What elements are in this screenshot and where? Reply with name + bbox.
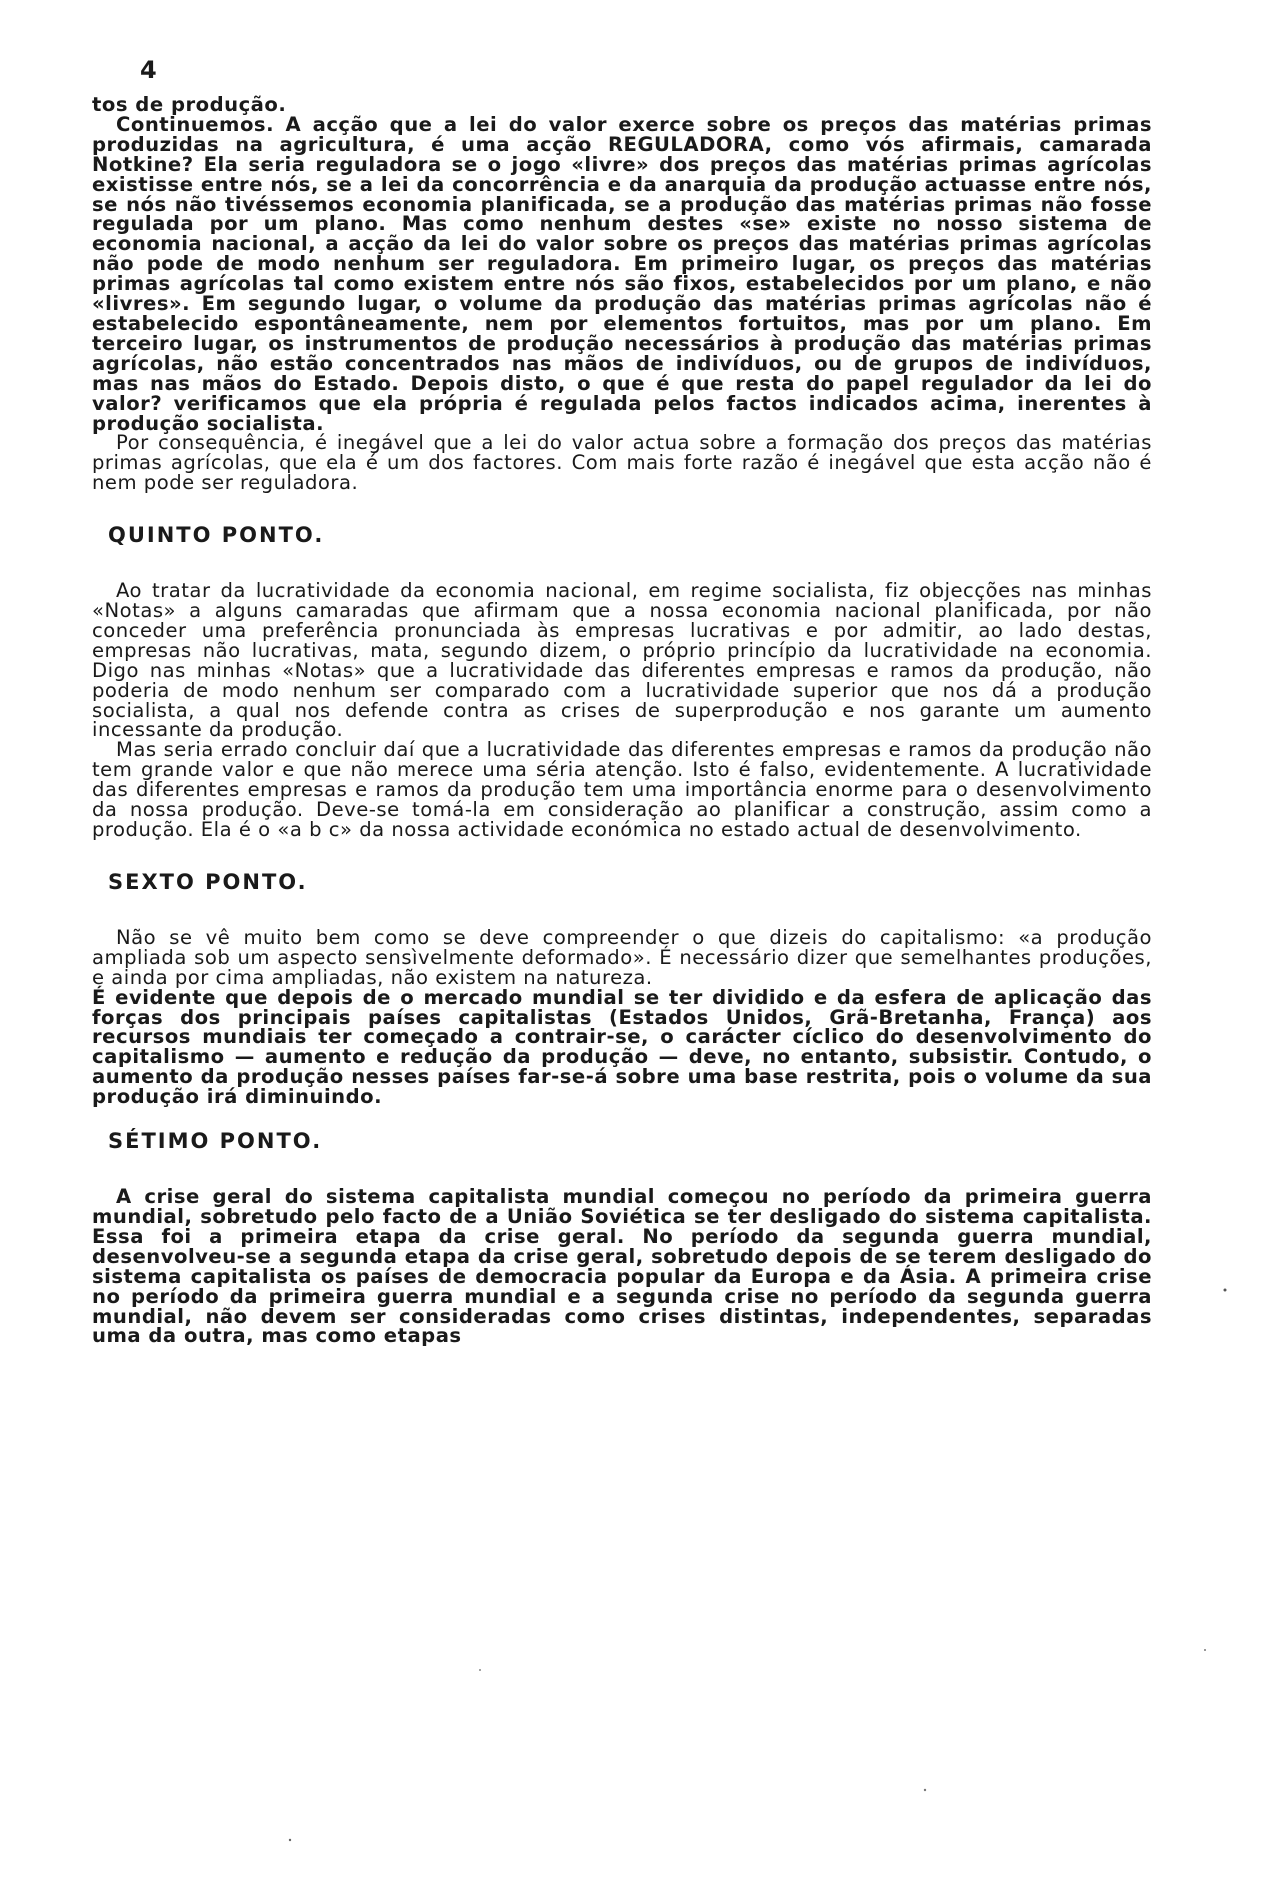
section-setimo-ponto: [92, 1129, 1152, 1346]
paragraph: É evidente que depois de o mercado mundial se ter dividido e da esfera de aplicação das forças dos principais países capitalistas (Estados Unidos, Grã-Bretanha, França) aos recursos mundiais ter começado a contrair-se, o carácter cíclico do desenvolvimento do capitalismo — aumento e redução da produção — deve, no entanto, subsistir. Contudo, o aumento da produção nesses países far-se-á sobre uma base restrita, pois o volume da sua produção irá diminuindo.: [92, 985, 1152, 1109]
page-number: 4: [140, 56, 157, 84]
section-continuation: [92, 95, 1152, 493]
section-quinto-ponto: [92, 523, 1152, 840]
paragraph: Não se vê muito bem como se deve compreender o que dizeis do capitalismo: «a produção ampliada sob um aspecto sensìvelmente deformado». É necessário dizer que semelhantes produções, e ainda por cima ampliadas, não existem na natureza.: [92, 925, 1152, 989]
section-heading: SEXTO PONTO.: [108, 869, 308, 894]
paragraph: Continuemos. A acção que a lei do valor exerce sobre os preços das matérias primas produzidas na agricultura, é uma acção REGULADORA, como vós afirmais, camarada Notkine? Ela seria reguladora se o jogo «livre» dos preços das matérias primas agrícolas existisse entre nós, se a lei da concorrência e da anarquia da produção actuasse entre nós, se nós não tivéssemos economia planificada, se a produção das matérias primas não fosse regulada por um plano. Mas como nenhum destes «se» existe no nosso sistema de economia nacional, a acção da lei do valor sobre os preços das matérias primas agrícolas não pode de modo nenhum ser reguladora. Em primeiro lugar, os preços das matérias primas agrícolas tal como existem entre nós são fixos, estabelecidos por um plano, e não «livres». Em segundo lugar, o volume da produção das matérias primas agrícolas não é estabelecido espontâneamente, nem por elementos fortuitos, mas por um plano. Em terceiro lugar, os instrumentos de produção necessários à produção das matérias primas agrícolas, não estão concentrados nas mãos de indivíduos, ou de grupos de indivíduos, mas nas mãos do Estado. Depois disto, o que é que resta do papel regulador da lei do valor? verificamos que ela própria é regulada pelos factos indicados acima, inerentes à produção socialista.: [92, 112, 1152, 435]
paragraph: tos de produção.: [92, 93, 287, 116]
section-sexto-ponto: [92, 870, 1152, 1107]
section-heading: SÉTIMO PONTO.: [108, 1129, 323, 1154]
paragraph: Por consequência, é inegável que a lei do valor actua sobre a formação dos preços das matérias primas agrícolas, que ela é um dos factores. Com mais forte razão é inegável que esta acção não é nem pode ser reguladora.: [92, 431, 1152, 495]
paragraph: Mas seria errado concluir daí que a lucratividade das diferentes empresas e ramos da produção não tem grande valor e que não merece uma séria atenção. Isto é falso, evidentemente. A lucratividade das diferentes empresas e ramos da produção tem uma importância enorme para o desenvolvimento da nossa produção. Deve-se tomá-la em consideração ao planificar a construção, assim como a produção. Ela é o «a b c» da nossa actividade económica no estado actual de desenvolvimento.: [92, 738, 1152, 841]
section-heading: QUINTO PONTO.: [108, 523, 325, 548]
paragraph: Ao tratar da lucratividade da economia nacional, em regime socialista, fiz objecções nas minhas «Notas» a alguns camaradas que afirmam que a nossa economia nacional planificada, por não conceder uma preferência pronunciada às empresas lucrativas e por admitir, ao lado destas, empresas não lucrativas, mata, segundo dizem, o próprio princípio da lucratividade na economia. Digo nas minhas «Notas» que a lucratividade das diferentes empresas e ramos da produção, não poderia de modo nenhum ser comparado com a lucratividade superior que nos dá a produção socialista, a qual nos defende contra as crises de superprodução e nos garante um aumento incessante da produção.: [92, 579, 1152, 742]
paragraph: A crise geral do sistema capitalista mundial começou no período da primeira guerra mundial, sobretudo pelo facto de a União Soviética se ter desligado do sistema capitalista. Essa foi a primeira etapa da crise geral. No período da segunda guerra mundial, desenvolveu-se a segunda etapa da crise geral, sobretudo depois de se terem desligado do sistema capitalista os países de democracia popular da Europa e da Ásia. A primeira crise no período da primeira guerra mundial e a segunda crise no período da segunda guerra mundial, não devem ser consideradas como crises distintas, independentes, separadas uma da outra, mas como etapas: [92, 1185, 1152, 1348]
document-body: [92, 95, 1152, 1346]
